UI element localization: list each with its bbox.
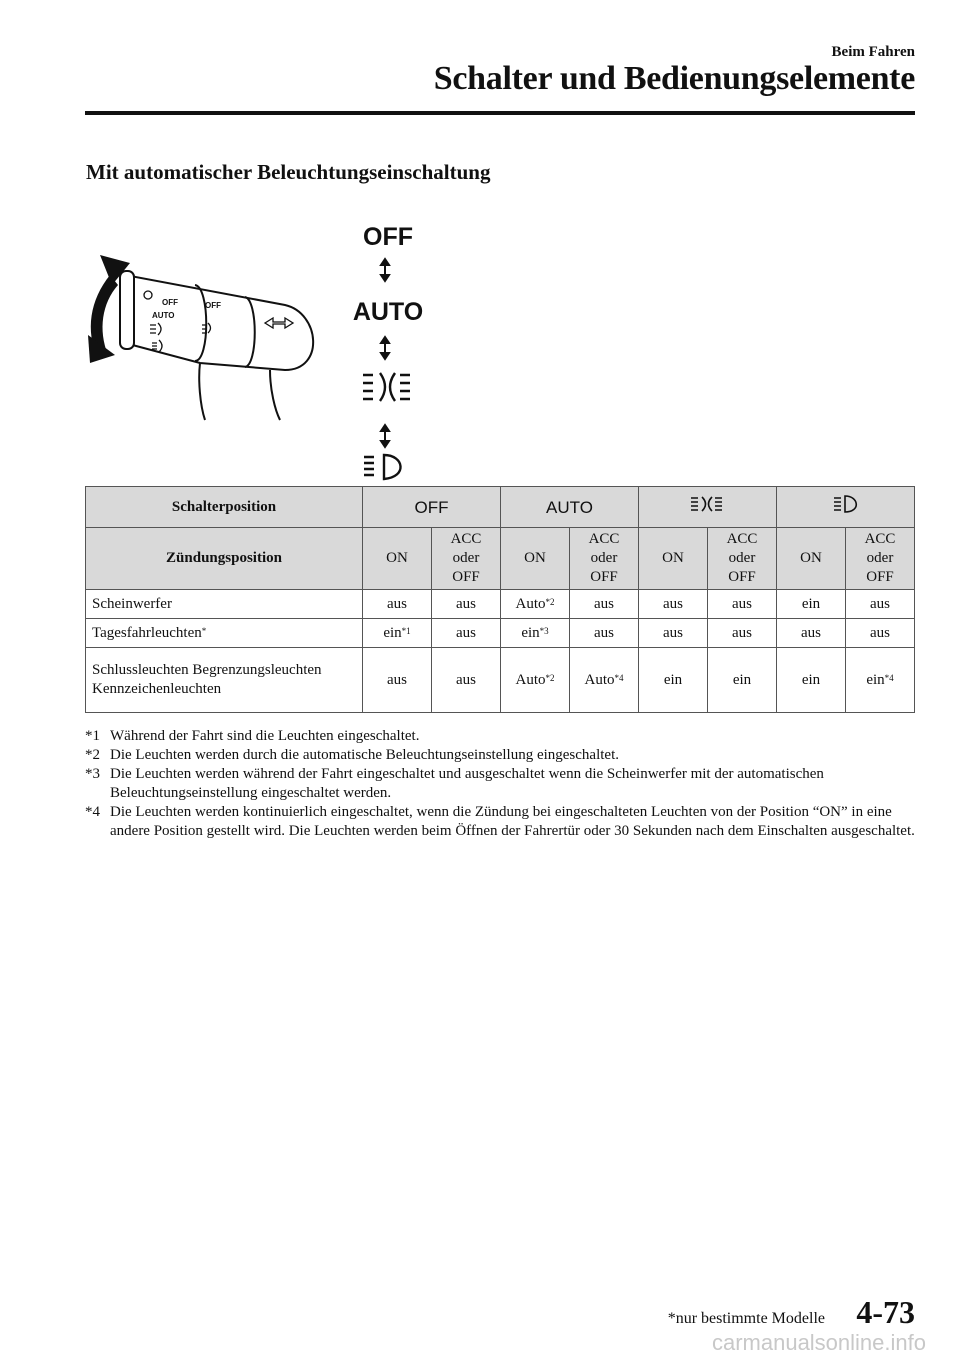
lever-label-off: OFF [162,298,178,307]
table-cell: aus [639,590,708,619]
footnote: *3 Die Leuchten werden während der Fahrt eingeschaltet und ausgeschaltet wenn die Scheinwerfer mit der automatischen Beleuchtungseinstellung eingeschaltet werden. [85,766,824,801]
ignition-acc-off: ACC oder OFF [570,528,639,590]
parking-light-icon [363,373,410,401]
lever-label-off-2: OFF [205,301,221,310]
table-cell: ein [708,648,777,713]
table-row [86,648,915,713]
footnote: *2 Die Leuchten werden durch die automatische Beleuchtungseinstellung eingeschaltet. [85,747,619,763]
ignition-on: ON [639,528,708,590]
table-cell: aus [432,590,501,619]
page-title: Schalter und Bedienungselemente [433,60,915,97]
page-number: 4-73 [856,1294,915,1330]
table-cell: aus [432,648,501,713]
section-label: Beim Fahren [831,44,915,60]
table-cell: aus [639,619,708,648]
position-label-off: OFF [363,223,413,251]
row-label: Scheinwerfer [86,590,363,619]
header-position-off: OFF [363,487,501,528]
row-label: Schlussleuchten Begrenzungsleuchten Kennzeichenleuchten [86,648,363,713]
title-rule [85,111,915,115]
footnotes [85,727,915,841]
table-cell: ein [777,590,846,619]
updown-arrow-icon [381,259,389,281]
table-row [86,619,915,648]
updown-arrow-icon [381,337,389,359]
footnote: *1 Während der Fahrt sind die Leuchten eingeschaltet. [85,728,420,744]
ignition-on: ON [777,528,846,590]
header-position-auto: AUTO [501,487,639,528]
ignition-acc-off: ACC oder OFF [846,528,915,590]
footer-note: *nur bestimmte Modelle [667,1310,825,1327]
headlight-low-beam-icon [831,494,861,514]
header-switch-position: Schalterposition [86,487,363,528]
watermark: carmanualsonline.info [711,1330,926,1355]
table-cell: aus [570,590,639,619]
ignition-acc-off: ACC oder OFF [708,528,777,590]
table-cell: ein$^{*3}$ [501,619,570,648]
table-cell: aus [570,619,639,648]
section-subheading: Mit automatischer Beleuchtungseinschaltung [86,160,491,184]
header-ignition-position: Zündungsposition [86,528,363,590]
table-cell: aus [777,619,846,648]
ignition-on: ON [501,528,570,590]
table-cell: ein [639,648,708,713]
lever-body [120,271,313,420]
light-switch-figure [80,205,460,485]
table-cell: aus [708,590,777,619]
table-cell: ein$^{*1}$ [363,619,432,648]
light-position-table [85,486,915,713]
footnote: *4 Die Leuchten werden kontinuierlich eingeschaltet, wenn die Zündung bei eingeschalteten Leuchten von der Position “ON” in eine andere Position gestellt wird. Die Leuchten werden beim Öffnen der Fahrertür oder 30 Sekunden nach dem Einschalten ausgeschaltet. [85,804,915,839]
table-cell: aus [363,590,432,619]
table-cell: Auto$^{*4}$ [570,648,639,713]
table-cell: ein [777,648,846,713]
table-cell: aus [846,619,915,648]
position-label-auto: AUTO [352,298,424,326]
ignition-acc-off: ACC oder OFF [432,528,501,590]
parking-light-icon [688,494,728,514]
header-position-parking [639,487,777,528]
table-cell: Auto$^{*2}$ [501,590,570,619]
table-cell: aus [363,648,432,713]
ignition-on: ON [363,528,432,590]
table-cell: aus [846,590,915,619]
headlight-low-beam-icon [364,455,401,479]
lever-label-auto: AUTO [152,311,175,320]
row-label: Tagesfahrleuchten* [86,619,363,648]
table-row [86,590,915,619]
header-position-headlight [777,487,915,528]
table-cell: Auto$^{*2}$ [501,648,570,713]
table-cell: aus [708,619,777,648]
updown-arrow-icon [381,425,389,447]
table-cell: ein$^{*4}$ [846,648,915,713]
table-cell: aus [432,619,501,648]
